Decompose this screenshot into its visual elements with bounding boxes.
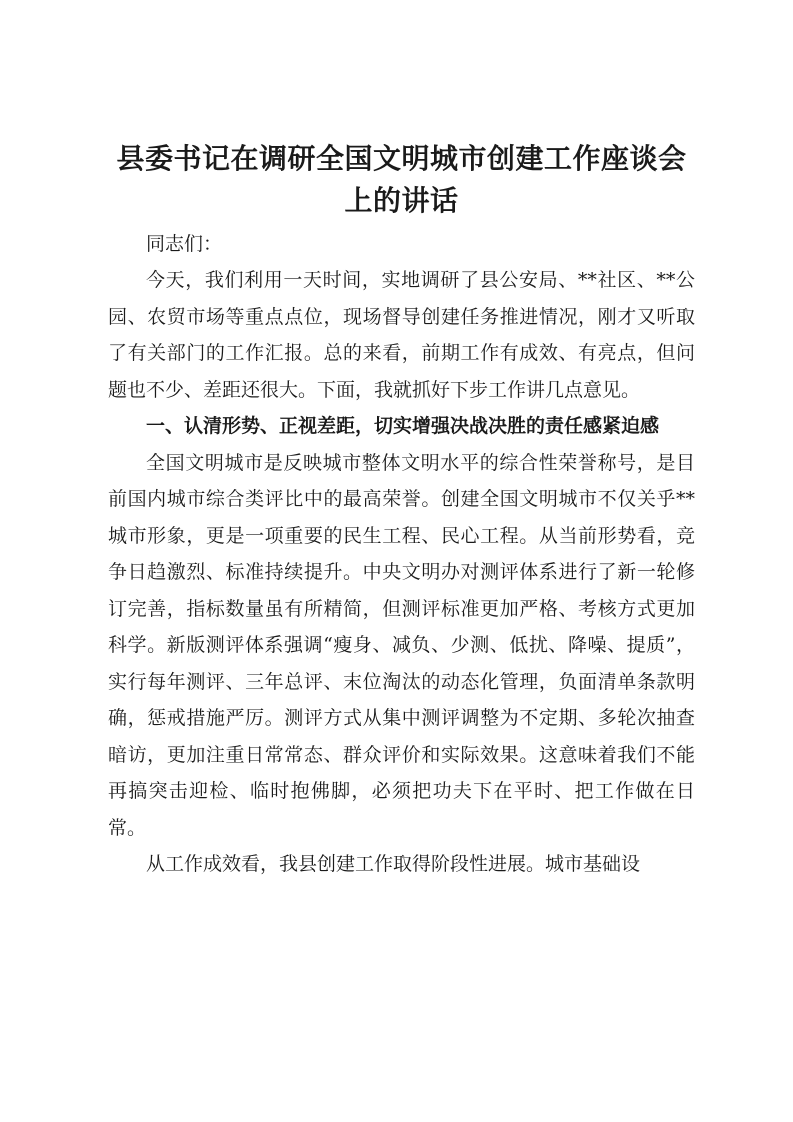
body-paragraph: 从工作成效看，我县创建工作取得阶段性进展。城市基础设	[146, 853, 641, 875]
document-page	[108, 138, 695, 883]
document-title: 县委书记在调研全国文明城市创建工作座谈会上的讲话	[116, 142, 687, 217]
section-heading: 一、认清形势、正视差距，切实增强决战决胜的责任感紧迫感	[146, 415, 660, 437]
intro-paragraph: 今天，我们利用一天时间，实地调研了县公安局、**社区、**公园、农贸市场等重点点位，现场督导创建任务推进情况，刚才又听取了有关部门的工作汇报。总的来看，前期工作有成效、有亮点，但问题也不少、差距还很大。下面，我就抓好下步工作讲几点意见。	[108, 269, 695, 401]
salutation: 同志们：	[146, 233, 223, 255]
body-paragraph: 全国文明城市是反映城市整体文明水平的综合性荣誉称号，是目前国内城市综合类评比中的最高荣誉。创建全国文明城市不仅关乎**城市形象，更是一项重要的民生工程、民心工程。从当前形势看，竞争日趋激烈、标准持续提升。中央文明办对测评体系进行了新一轮修订完善，指标数量虽有所精简，但测评标准更加严格、考核方式更加科学。新版测评体系强调“瘦身、减负、少测、低扰、降噪、提质”，实行每年测评、三年总评、末位淘汰的动态化管理，负面清单条款明确，惩戒措施严厉。测评方式从集中测评调整为不定期、多轮次抽查暗访，更加注重日常常态、群众评价和实际效果。这意味着我们不能再搞突击迎检、临时抱佛脚，必须把功夫下在平时、把工作做在日常。	[108, 451, 695, 839]
